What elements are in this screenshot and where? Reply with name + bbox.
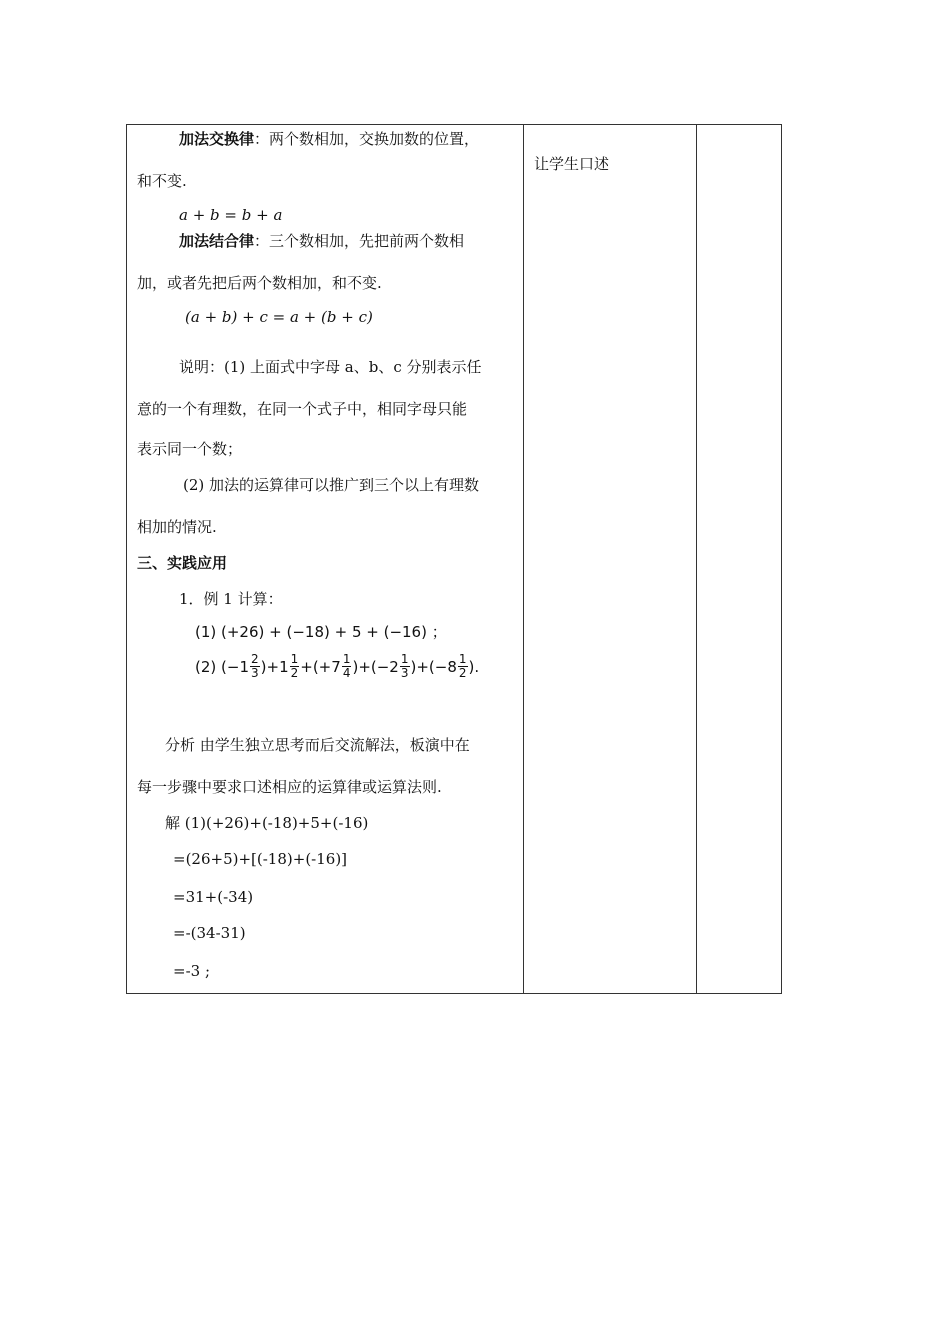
term-1-sign: (−1	[221, 657, 249, 676]
associative-law-title: 加法结合律	[179, 232, 255, 250]
content-cell	[127, 125, 524, 994]
solution-line-1: 解 (1)(+26)+(-18)+5+(-16)	[165, 814, 369, 832]
associative-formula: (a + b) + c = a + (b + c)	[185, 308, 373, 326]
solution-line-3: =31+(-34)	[173, 888, 254, 906]
commutative-law-line	[179, 129, 479, 149]
associative-law-text: ：三个数相加，先把前两个数相	[254, 232, 465, 250]
term-5-sign: +(−8	[416, 657, 457, 676]
term-2-sign: +1	[266, 657, 289, 676]
solution-line-2: =(26+5)+[(-18)+(-16)]	[173, 850, 348, 868]
fraction-4: $\frac{1}{3}$	[400, 652, 409, 680]
note-1-line-2: 意的一个有理数，在同一个式子中，相同字母只能	[137, 400, 468, 418]
remarks-cell	[697, 125, 782, 994]
lesson-table	[126, 124, 782, 994]
fraction-3: $\frac{1}{4}$	[342, 652, 351, 680]
associative-law-line	[179, 231, 464, 251]
fraction-5: $\frac{1}{2}$	[458, 652, 467, 680]
fraction-2: $\frac{1}{2}$	[290, 652, 299, 680]
solution-line-5: =-3 ;	[173, 962, 211, 980]
solution-line-4: =-(34-31)	[173, 924, 246, 942]
note-1-line-3: 表示同一个数；	[137, 440, 243, 458]
analysis-line-2: 每一步骤中要求口述相应的运算律或运算法则.	[137, 778, 442, 796]
activity-cell	[524, 125, 697, 994]
term-3-sign: +(+7	[300, 657, 341, 676]
commutative-formula: a + b = b + a	[179, 206, 283, 224]
associative-law-text-cont: 加，或者先把后两个数相加，和不变.	[137, 274, 382, 292]
commutative-law-title: 加法交换律	[179, 130, 255, 148]
example-1-expression: (1) (+26) + (−18) + 5 + (−16) ；	[195, 623, 447, 641]
fraction-1: $\frac{2}{3}$	[251, 652, 259, 680]
note-2-line-1: (2) 加法的运算律可以推广到三个以上有理数	[183, 476, 480, 494]
commutative-law-text: ：两个数相加，交换加数的位置，	[254, 130, 480, 148]
example-intro: 1．例 1 计算：	[179, 590, 283, 608]
note-2-line-2: 相加的情况.	[137, 518, 217, 536]
example-2-expression: (2) (−1 $\frac{2}{3}$ ) +1 $\frac{1}{2}$ +(+7 $\frac{1}{4}$ ) +(−2 $\frac{1}{3}$ ) +(−8 $\frac{1}{2}$ ) .	[195, 652, 480, 680]
term-4-sign: +(−2	[358, 657, 399, 676]
example-2-label: (2)	[195, 657, 217, 676]
analysis-line-1: 分析 由学生独立思考而后交流解法，板演中在	[165, 736, 470, 754]
commutative-law-text-cont: 和不变.	[137, 172, 187, 190]
activity-note: 让学生口述	[534, 155, 610, 173]
section-heading: 三、实践应用	[137, 554, 228, 572]
note-1-line-1: 说明：(1) 上面式中字母 a、b、c 分别表示任	[179, 358, 482, 376]
